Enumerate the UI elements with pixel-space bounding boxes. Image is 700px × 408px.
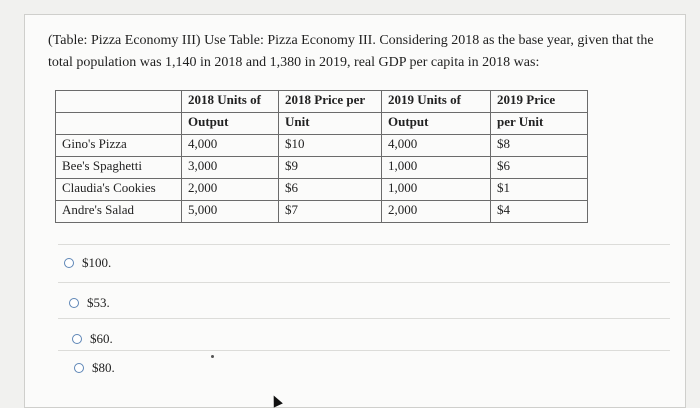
- option-label: $60.: [90, 331, 113, 346]
- option-label: $53.: [87, 295, 110, 310]
- table-row: [56, 179, 588, 201]
- answer-option-2[interactable]: [69, 295, 110, 311]
- table-cell: $7: [279, 201, 382, 223]
- radio-button[interactable]: [69, 298, 79, 308]
- header-cell: Output: [382, 113, 491, 135]
- table-cell: 2,000: [182, 179, 279, 201]
- header-cell: 2018 Price per: [279, 91, 382, 113]
- table-cell: Andre's Salad: [56, 201, 182, 223]
- table-row: [56, 157, 588, 179]
- header-cell: Output: [182, 113, 279, 135]
- table-cell: 4,000: [382, 135, 491, 157]
- header-cell: 2018 Units of: [182, 91, 279, 113]
- answer-option-1[interactable]: [64, 255, 111, 271]
- header-cell: 2019 Price: [491, 91, 588, 113]
- radio-button[interactable]: [64, 258, 74, 268]
- option-divider: [58, 350, 670, 351]
- table-cell: $4: [491, 201, 588, 223]
- table-cell: 4,000: [182, 135, 279, 157]
- option-label: $80.: [92, 360, 115, 375]
- table-row: [56, 135, 588, 157]
- table-cell: 1,000: [382, 179, 491, 201]
- table-row: [56, 201, 588, 223]
- answer-option-4[interactable]: [74, 360, 115, 376]
- answer-option-3[interactable]: [72, 331, 113, 347]
- table-cell: $9: [279, 157, 382, 179]
- table-cell: Claudia's Cookies: [56, 179, 182, 201]
- table-header-row: [56, 91, 588, 113]
- table-header-row: [56, 113, 588, 135]
- header-cell: Unit: [279, 113, 382, 135]
- table-cell: $1: [491, 179, 588, 201]
- option-divider: [58, 244, 670, 245]
- table-cell: 5,000: [182, 201, 279, 223]
- table-cell: $6: [279, 179, 382, 201]
- table-cell: 1,000: [382, 157, 491, 179]
- option-divider: [58, 318, 670, 319]
- header-cell: [56, 91, 182, 113]
- radio-button[interactable]: [74, 363, 84, 373]
- table-cell: Bee's Spaghetti: [56, 157, 182, 179]
- header-cell: 2019 Units of: [382, 91, 491, 113]
- question-text: (Table: Pizza Economy III) Use Table: Pizza Economy III. Considering 2018 as the base year, given that the total population was 1,140 in 2018 and 1,380 in 2019, real GDP per capita in 2018 was:: [48, 33, 654, 70]
- table-cell: $8: [491, 135, 588, 157]
- header-cell: per Unit: [491, 113, 588, 135]
- table-cell: Gino's Pizza: [56, 135, 182, 157]
- option-label: $100.: [82, 255, 112, 270]
- table-cell: $6: [491, 157, 588, 179]
- radio-button[interactable]: [72, 334, 82, 344]
- table-cell: $10: [279, 135, 382, 157]
- screen-speck: [211, 355, 214, 358]
- header-cell: [56, 113, 182, 135]
- option-divider: [58, 282, 670, 283]
- table-cell: 2,000: [382, 201, 491, 223]
- pizza-economy-table: [55, 90, 588, 223]
- table-cell: 3,000: [182, 157, 279, 179]
